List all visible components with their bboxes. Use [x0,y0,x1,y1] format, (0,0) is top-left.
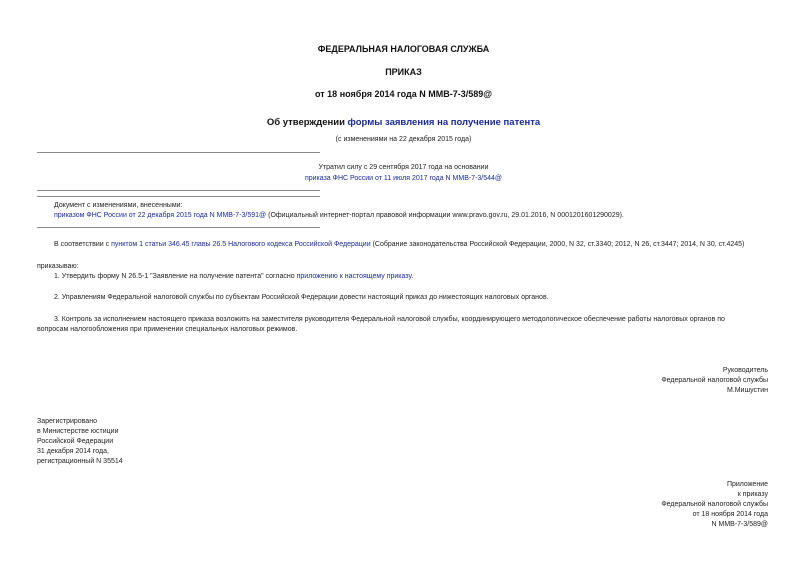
item-1-suffix: . [411,273,414,280]
lost-force-text: Утратил силу с 29 сентября 2017 года на основании [318,164,489,171]
appendix-line-4: от 18 ноября 2014 года [692,511,768,518]
registration-line-4: 31 декабря 2014 года, [37,448,109,455]
divider-1 [37,152,320,153]
item-3-line-1: 3. Контроль за исполнением настоящего приказа возложить на заместителя руководителя Федеральной налоговой службы, координирующего методологическое обеспечение работы налоговых органов по [54,316,725,323]
registration-line-2: в Министерстве юстиции [37,428,119,435]
item-3-line-2: вопросам налогообложения при применении специальных налоговых режимов. [37,326,298,333]
divider-4 [37,227,320,228]
document-type: ПРИКАЗ [385,67,422,77]
lost-force-link[interactable]: приказа ФНС России от 11 июля 2017 года N ММВ-7-3/544@ [304,175,503,182]
amendments-note: (с изменениями на 22 декабря 2015 года) [335,136,472,143]
item-1 [54,272,413,282]
signature-name: М.Мишустин [726,387,768,394]
document-title [0,117,807,128]
title-prefix: Об утверждении [266,117,348,128]
changes-line [54,211,624,221]
order-date-number: от 18 ноября 2014 года N ММВ-7-3/589@ [315,89,492,99]
item-1-prefix: 1. Утвердить форму N 26.5-1 "Заявление на получение патента" согласно [54,273,297,280]
changes-suffix: (Официальный интернет-портал правовой информации www.pravo.gov.ru, 29.01.2016, N 0001201601290029). [266,212,624,219]
agency-name: ФЕДЕРАЛЬНАЯ НАЛОГОВАЯ СЛУЖБА [317,44,490,54]
divider-3 [37,196,320,197]
signature-position: Руководитель [722,367,768,374]
basis-suffix: (Собрание законодательства Российской Федерации, 2000, N 32, ст.3340; 2012, N 26, ст.3447; 2014, N 30, ст.4245) [370,241,745,248]
item-2: 2. Управлениям Федеральной налоговой службы по субъектам Российской Федерации довести настоящий приказ до нижестоящих налоговых органов. [54,294,549,301]
registration-line-5: регистрационный N 35514 [37,458,123,465]
appendix-line-5: N ММВ-7-3/589@ [711,521,768,528]
basis-paragraph [54,240,744,250]
signature-agency: Федеральной налоговой службы [661,377,768,384]
tax-code-link[interactable]: пунктом 1 статьи 346.45 главы 26.5 Налогового кодекса Российской Федерации [111,241,371,248]
appendix-line-3: Федеральной налоговой службы [661,501,768,508]
registration-line-3: Российской Федерации [37,438,114,445]
basis-prefix: В соответствии с [54,241,112,248]
appendix-line-2: к приказу [737,491,768,498]
changes-label: Документ с изменениями, внесенными: [54,202,183,209]
changes-order-link[interactable]: приказом ФНС России от 22 декабря 2015 года N ММВ-7-3/591@ [54,212,267,219]
registration-line-1: Зарегистрировано [37,418,97,425]
order-word: приказываю: [37,263,79,270]
appendix-link[interactable]: приложению к настоящему приказу [296,273,412,280]
divider-2 [37,190,320,191]
title-form-link[interactable]: формы заявления на получение патента [347,117,541,128]
appendix-line-1: Приложение [726,481,768,488]
